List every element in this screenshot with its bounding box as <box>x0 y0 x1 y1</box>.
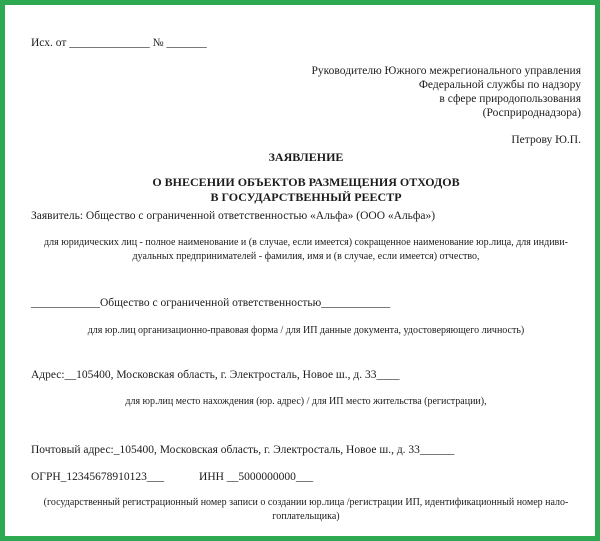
registration-note <box>31 496 581 524</box>
document-subtitle-line: В ГОСУДАРСТВЕННЫЙ РЕЕСТР <box>210 190 402 204</box>
addressee-line: Федеральной службы по надзору <box>418 79 581 91</box>
applicant-note-line: для юридических лиц - полное наименование и (в случае, если имеется) сокращенное наименование юр.лица, для индиви- <box>44 237 568 248</box>
ogrn-value: ОГРН_12345678910123___ <box>31 471 165 483</box>
applicant-note <box>31 236 581 264</box>
addressee-line: Руководителю Южного межрегионального управления <box>311 65 581 77</box>
address-line: Адрес:__105400, Московская область, г. Электросталь, Новое ш., д. 33____ <box>31 369 400 381</box>
registration-note-line: (государственный регистрационный номер записи о создании юр.лица /регистрации ИП, идентификационный номер нало- <box>43 497 569 508</box>
legal-form-line: ____________Общество с ограниченной ответственностью____________ <box>31 297 391 309</box>
document-subtitle-line: О ВНЕСЕНИИ ОБЪЕКТОВ РАЗМЕЩЕНИЯ ОТХОДОВ <box>152 175 460 189</box>
registration-numbers-row <box>31 470 581 484</box>
addressee-block <box>31 64 581 120</box>
registration-note-line: гоплательщика) <box>272 511 340 522</box>
address-note: для юр.лиц место нахождения (юр. адрес) / для ИП место жительства (регистрации), <box>125 396 487 407</box>
inn-value: ИНН __5000000000___ <box>199 471 314 483</box>
addressee-line: (Росприроднадзора) <box>482 107 581 119</box>
document-title: ЗАЯВЛЕНИЕ <box>268 150 344 164</box>
applicant-line: Заявитель: Общество с ограниченной ответственностью «Альфа» (ООО «Альфа») <box>31 210 436 222</box>
applicant-note-line: дуальных предпринимателей - фамилия, имя и (в случае, если имеется) отчество, <box>132 251 480 262</box>
addressee-person: Петрову Ю.П. <box>511 134 581 146</box>
outgoing-number-line: Исх. от ______________ № _______ <box>31 37 207 49</box>
document-subtitle <box>31 175 581 205</box>
legal-form-note: для юр.лиц организационно-правовая форма / для ИП данные документа, удостоверяющего личность) <box>87 325 525 336</box>
addressee-line: в сфере природопользования <box>439 93 581 105</box>
postal-address-line: Почтовый адрес:_105400, Московская область, г. Электросталь, Новое ш., д. 33______ <box>31 444 455 456</box>
